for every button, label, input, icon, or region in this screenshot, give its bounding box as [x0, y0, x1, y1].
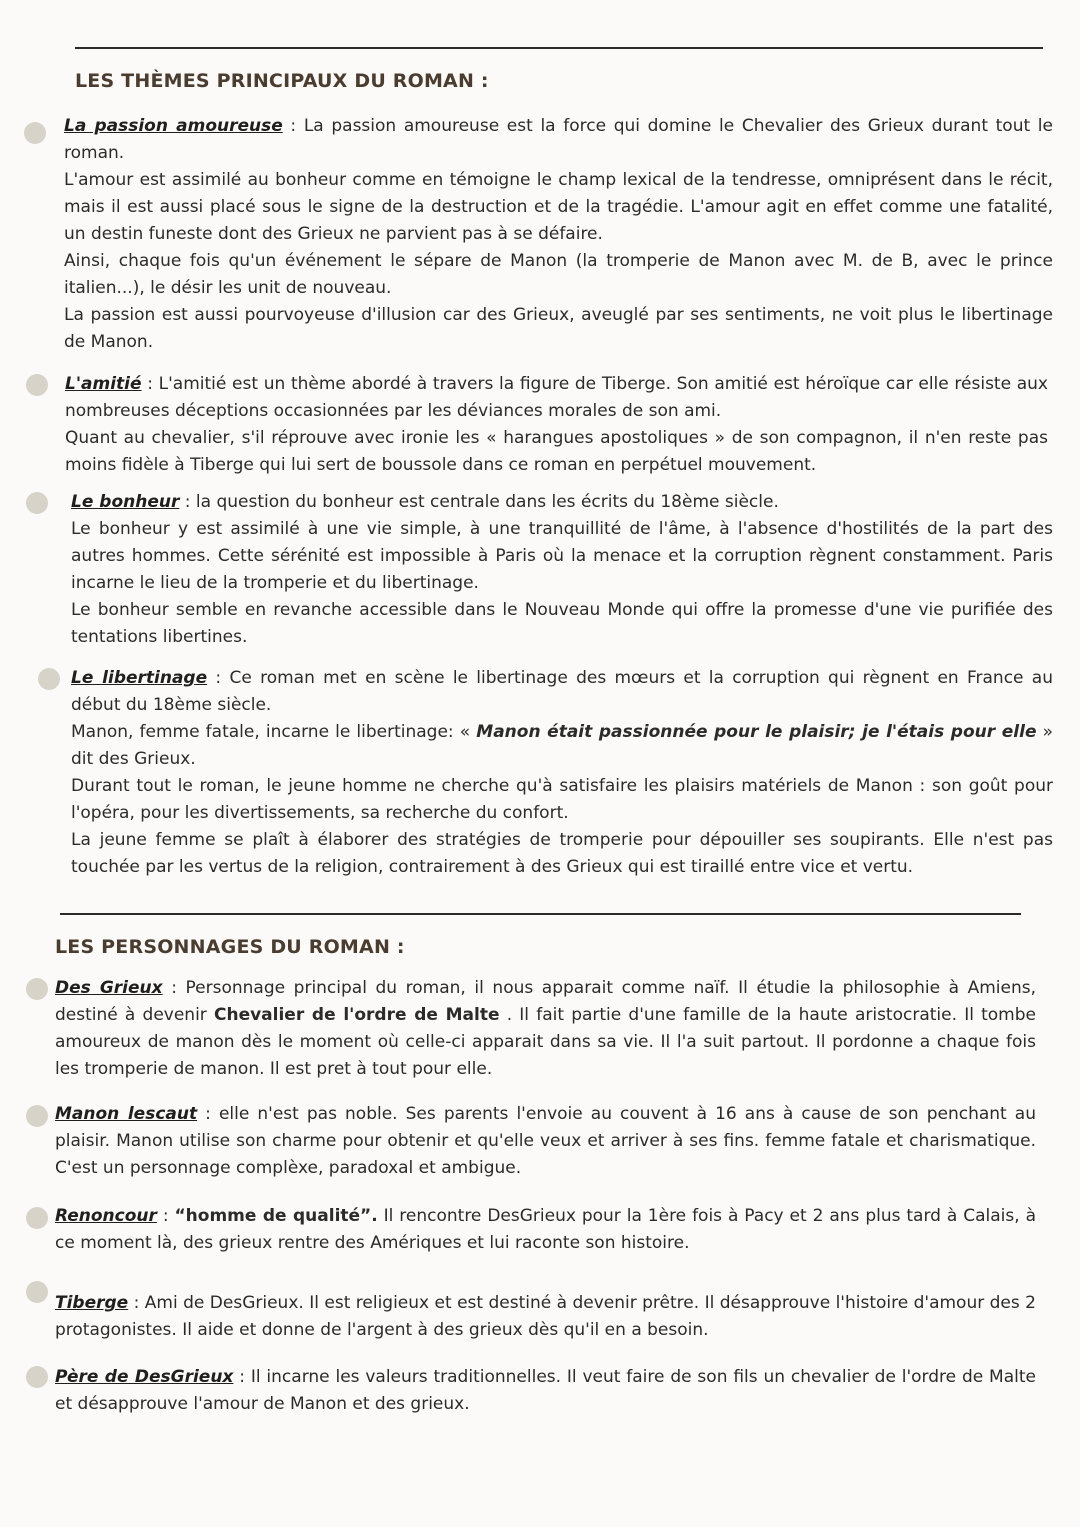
characters-title: LES PERSONNAGES DU ROMAN :	[55, 936, 405, 958]
paragraph: La jeune femme se plaît à élaborer des stratégies de tromperie pour dépouiller ses soupirants. Elle n'est pas touchée par les vertus de la religion, contrairement à des Grieux qui est tiraillé entre vice et vertu.	[71, 830, 1053, 877]
paragraph: Le bonheur semble en revanche accessible dans le Nouveau Monde qui offre la promesse d'une vie purifiée des tentations libertines.	[71, 600, 1053, 647]
bullet-icon	[26, 1281, 48, 1303]
term-manon: Manon lescaut	[55, 1104, 198, 1124]
character-manon: Manon lescaut : elle n'est pas noble. Ses parents l'envoie au couvent à 16 ans à cause de son penchant au plaisir. Manon utilise son charme pour obtenir et qu'elle veux et arriver à ses fins. femme fatale et charismatique. C'est un personnage complèxe, paradoxal et ambigue.	[55, 1104, 1036, 1178]
paragraph: Durant tout le roman, le jeune homme ne cherche qu'à satisfaire les plaisirs matériels de Manon : son goût pour l'opéra, pour les divertissements, sa recherche du confort.	[71, 776, 1053, 823]
character-pere: Père de DesGrieux : Il incarne les valeurs traditionnelles. Il veut faire de son fils un chevalier de l'ordre de Malte et désapprouve l'amour de Manon et des grieux.	[55, 1367, 1036, 1414]
character-renoncour: Renoncour : “homme de qualité”. Il rencontre DesGrieux pour la 1ère fois à Pacy et 2 ans plus tard à Calais, à ce moment là, des grieux rentre des Amériques et lui raconte son histoire.	[55, 1206, 1036, 1253]
paragraph: Le bonheur y est assimilé à une vie simple, à une tranquillité de l'âme, à l'absence d'hostilités de la part des autres hommes. Cette sérénité est impossible à Paris où la menace et la corruption règnent constamment. Paris incarne le lieu de la tromperie et du libertinage.	[71, 519, 1053, 593]
paragraph: Quant au chevalier, s'il réprouve avec ironie les « harangues apostoliques » de son compagnon, il n'en reste pas moins fidèle à Tiberge qui lui sert de boussole dans ce roman en perpétuel mouvement.	[65, 428, 1048, 475]
bullet-icon	[26, 978, 48, 1000]
character-tiberge: Tiberge : Ami de DesGrieux. Il est religieux et est destiné à devenir prêtre. Il désapprouve l'histoire d'amour des 2 protagonistes. Il aide et donne de l'argent à des grieux dès qu'il en a besoin.	[55, 1293, 1036, 1340]
bullet-icon	[26, 1366, 48, 1388]
paragraph: La passion est aussi pourvoyeuse d'illusion car des Grieux, aveuglé par ses sentiments, ne voit plus le libertinage de Manon.	[64, 305, 1053, 352]
term-pere: Père de DesGrieux	[55, 1367, 234, 1387]
paragraph: L'amour est assimilé au bonheur comme en témoigne le champ lexical de la tendresse, omniprésent dans le récit, mais il est aussi placé sous le signe de la destruction et de la tragédie. L'amour agit en effet comme une fatalité, un destin funeste dont des Grieux ne parvient pas à se défaire.	[64, 170, 1053, 244]
bullet-icon	[26, 1207, 48, 1229]
theme-amitie: L'amitié : L'amitié est un thème abordé à travers la figure de Tiberge. Son amitié est héroïque car elle résiste aux nombreuses déceptions occasionnées par les déviances morales de son ami. Quant au chevalier, s'il réprouve avec ironie les « harangues apostoliques » de son compagnon, il n'en reste pas moins fidèle à Tiberge qui lui sert de boussole dans ce roman en perpétuel mouvement.	[65, 371, 1048, 479]
term-bonheur: Le bonheur	[71, 492, 180, 512]
paragraph: Ainsi, chaque fois qu'un événement le sépare de Manon (la tromperie de Manon avec M. de B, avec le prince italien...), le désir les unit de nouveau.	[64, 251, 1053, 298]
term-renoncour: Renoncour	[55, 1206, 157, 1226]
themes-title: LES THÈMES PRINCIPAUX DU ROMAN :	[75, 70, 489, 92]
theme-bonheur: Le bonheur : la question du bonheur est centrale dans les écrits du 18ème siècle. Le bonheur y est assimilé à une vie simple, à une tranquillité de l'âme, à l'absence d'hostilités de la part des autres hommes. Cette sérénité est impossible à Paris où la menace et la corruption règnent constamment. Paris incarne le lieu de la tromperie et du libertinage. Le bonheur semble en revanche accessible dans le Nouveau Monde qui offre la promesse d'une vie purifiée des tentations libertines.	[71, 489, 1053, 651]
top-divider	[75, 47, 1043, 49]
term-tiberge: Tiberge	[55, 1293, 129, 1313]
bullet-icon	[24, 122, 46, 144]
term-des-grieux: Des Grieux	[55, 978, 163, 998]
term-passion: La passion amoureuse	[64, 116, 283, 136]
bullet-icon	[26, 492, 48, 514]
theme-libertinage: Le libertinage : Ce roman met en scène le libertinage des mœurs et la corruption qui règnent en France au début du 18ème siècle. Manon, femme fatale, incarne le libertinage: « Manon était passionnée pour le plaisir; je l'étais pour elle » dit des Grieux. Durant tout le roman, le jeune homme ne cherche qu'à satisfaire les plaisirs matériels de Manon : son goût pour l'opéra, pour les divertissements, sa recherche du confort. La jeune femme se plaît à élaborer des stratégies de tromperie pour dépouiller ses soupirants. Elle n'est pas touchée par les vertus de la religion, contrairement à des Grieux qui est tiraillé entre vice et vertu.	[71, 665, 1053, 881]
quote: Manon était passionnée pour le plaisir; je l'étais pour elle	[476, 722, 1037, 742]
middle-divider	[60, 913, 1021, 915]
theme-passion: La passion amoureuse : La passion amoureuse est la force qui domine le Chevalier des Grieux durant tout le roman. L'amour est assimilé au bonheur comme en témoigne le champ lexical de la tendresse, omniprésent dans le récit, mais il est aussi placé sous le signe de la destruction et de la tragédie. L'amour agit en effet comme une fatalité, un destin funeste dont des Grieux ne parvient pas à se défaire. Ainsi, chaque fois qu'un événement le sépare de Manon (la tromperie de Manon avec M. de B, avec le prince italien...), le désir les unit de nouveau. La passion est aussi pourvoyeuse d'illusion car des Grieux, aveuglé par ses sentiments, ne voit plus le libertinage de Manon.	[64, 113, 1053, 356]
bullet-icon	[26, 1105, 48, 1127]
bullet-icon	[26, 374, 48, 396]
term-libertinage: Le libertinage	[71, 668, 208, 688]
bullet-icon	[38, 668, 60, 690]
term-amitie: L'amitié	[65, 374, 142, 394]
character-des-grieux: Des Grieux : Personnage principal du roman, il nous apparait comme naïf. Il étudie la philosophie à Amiens, destiné à devenir Chevalier de l'ordre de Malte . Il fait partie d'une famille de la haute aristocratie. Il tombe amoureux de manon dès le moment où celle-ci apparait dans sa vie. Il l'a suit partout. Il pordonne a chaque fois les tromperie de manon. Il est pret à tout pour elle.	[55, 978, 1036, 1079]
quote-paragraph: Manon, femme fatale, incarne le libertinage: « Manon était passionnée pour le plaisir; je l'étais pour elle » dit des Grieux.	[71, 722, 1053, 769]
